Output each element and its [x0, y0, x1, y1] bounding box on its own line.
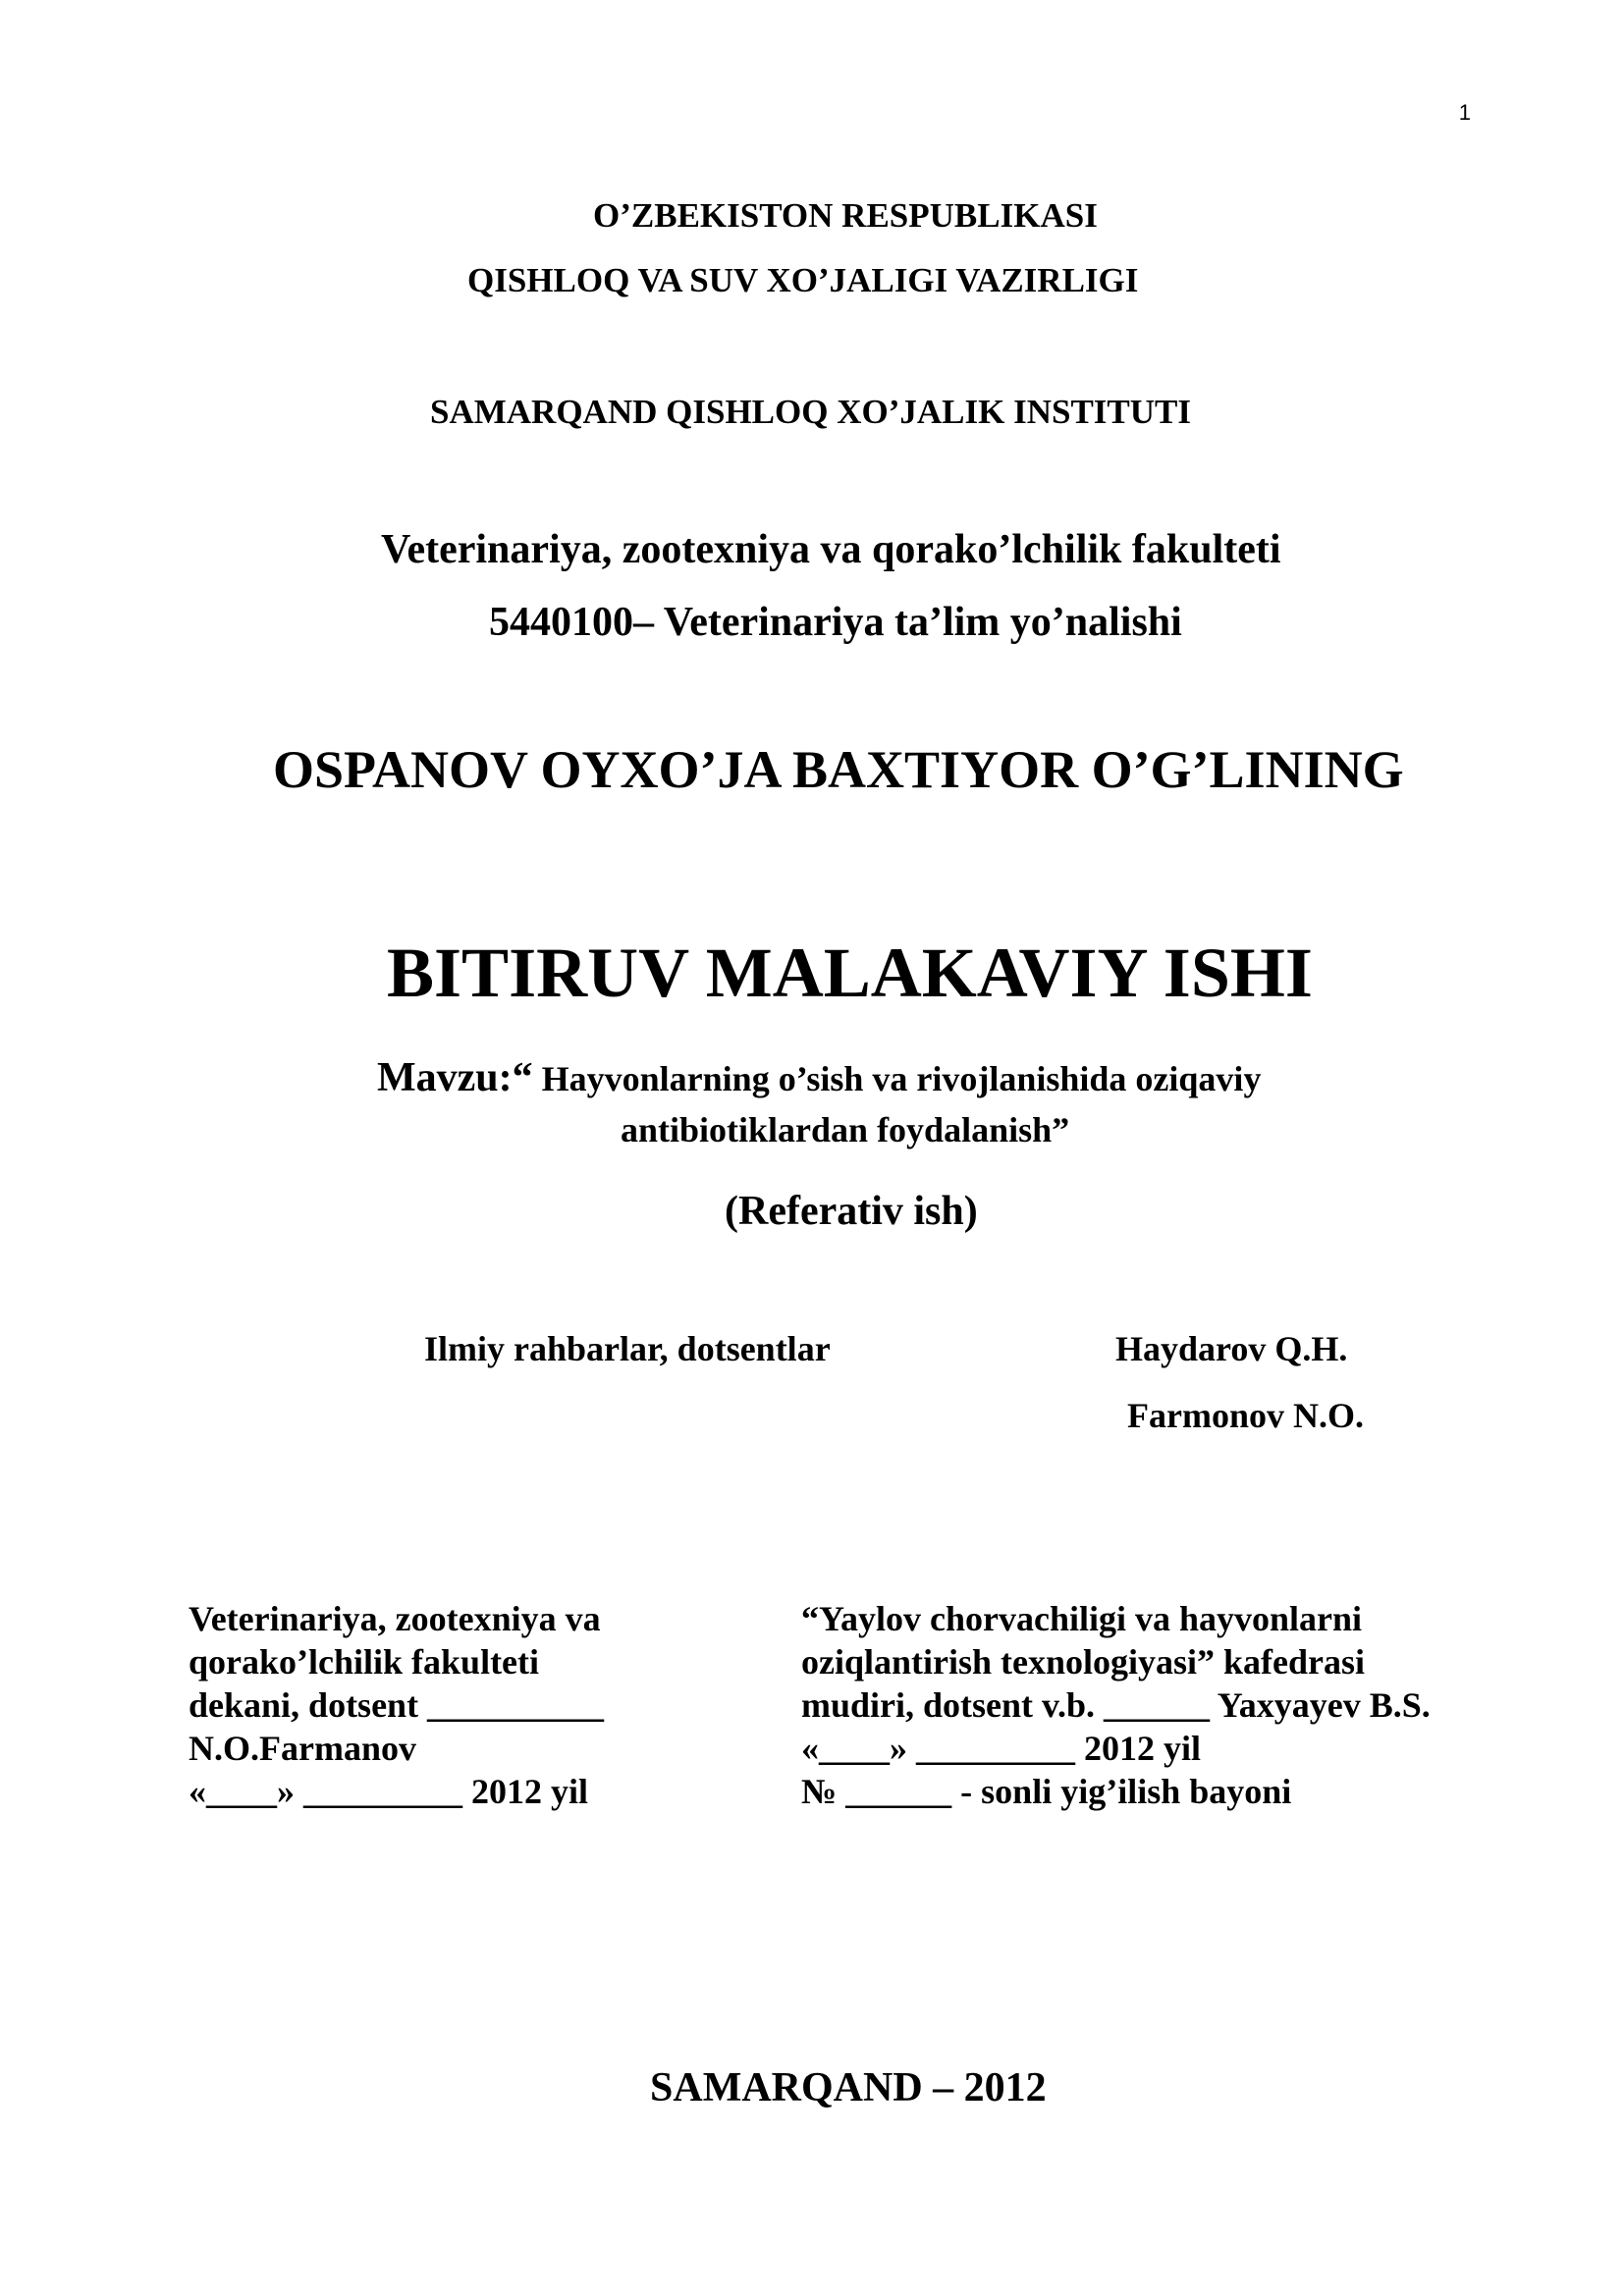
- work-type-title: BITIRUV MALAKAVIY ISHI: [387, 934, 1313, 1012]
- dean-line: Veterinariya, zootexniya va: [189, 1599, 601, 1638]
- dean-approval-block: [189, 1597, 604, 1813]
- faculty-heading: Veterinariya, zootexniya va qorako’lchilik fakulteti: [381, 527, 1281, 572]
- supervisors-label: Ilmiy rahbarlar, dotsentlar: [424, 1329, 831, 1368]
- chair-line: № ______ - sonli yig’ilish bayoni: [801, 1772, 1292, 1811]
- supervisor-name-1: Haydarov Q.H.: [1115, 1329, 1348, 1368]
- supervisor-name-2: Farmonov N.O.: [1127, 1396, 1364, 1435]
- footer-city-year: SAMARQAND – 2012: [650, 2065, 1047, 2110]
- page-number: 1: [1458, 100, 1471, 125]
- topic-line-2: antibiotiklardan foydalanish”: [621, 1110, 1070, 1149]
- chair-line: “Yaylov chorvachiligi va hayvonlarni: [801, 1599, 1363, 1638]
- specialty-heading: 5440100– Veterinariya ta’lim yo’nalishi: [489, 600, 1182, 645]
- chair-line: «____» _________ 2012 yil: [801, 1729, 1202, 1768]
- chair-line: oziqlantirish texnologiyasi” kafedrasi: [801, 1642, 1366, 1682]
- dean-line: qorako’lchilik fakulteti: [189, 1642, 540, 1682]
- topic-text-1: Hayvonlarning o’sish va rivojlanishida oziqaviy: [532, 1059, 1262, 1098]
- dean-line: «____» _________ 2012 yil: [189, 1772, 589, 1811]
- institute-heading: SAMARQAND QISHLOQ XO’JALIK INSTITUTI: [430, 393, 1191, 431]
- ministry-heading: QISHLOQ VA SUV XO’JALIGI VAZIRLIGI: [467, 261, 1139, 299]
- dean-line: N.O.Farmanov: [189, 1729, 416, 1768]
- chair-approval-block: [801, 1597, 1431, 1813]
- topic-label: Mavzu:“: [377, 1055, 533, 1100]
- student-name: OSPANOV OYXO’JA BAXTIYOR O’G’LINING: [273, 740, 1404, 799]
- topic-line-1: [377, 1054, 1261, 1101]
- dean-line: dekani, dotsent __________: [189, 1685, 605, 1725]
- country-heading: O’ZBEKISTON RESPUBLIKASI: [593, 196, 1098, 235]
- chair-line: mudiri, dotsent v.b. ______ Yaxyayev B.S.: [801, 1685, 1431, 1725]
- work-kind: (Referativ ish): [725, 1189, 978, 1234]
